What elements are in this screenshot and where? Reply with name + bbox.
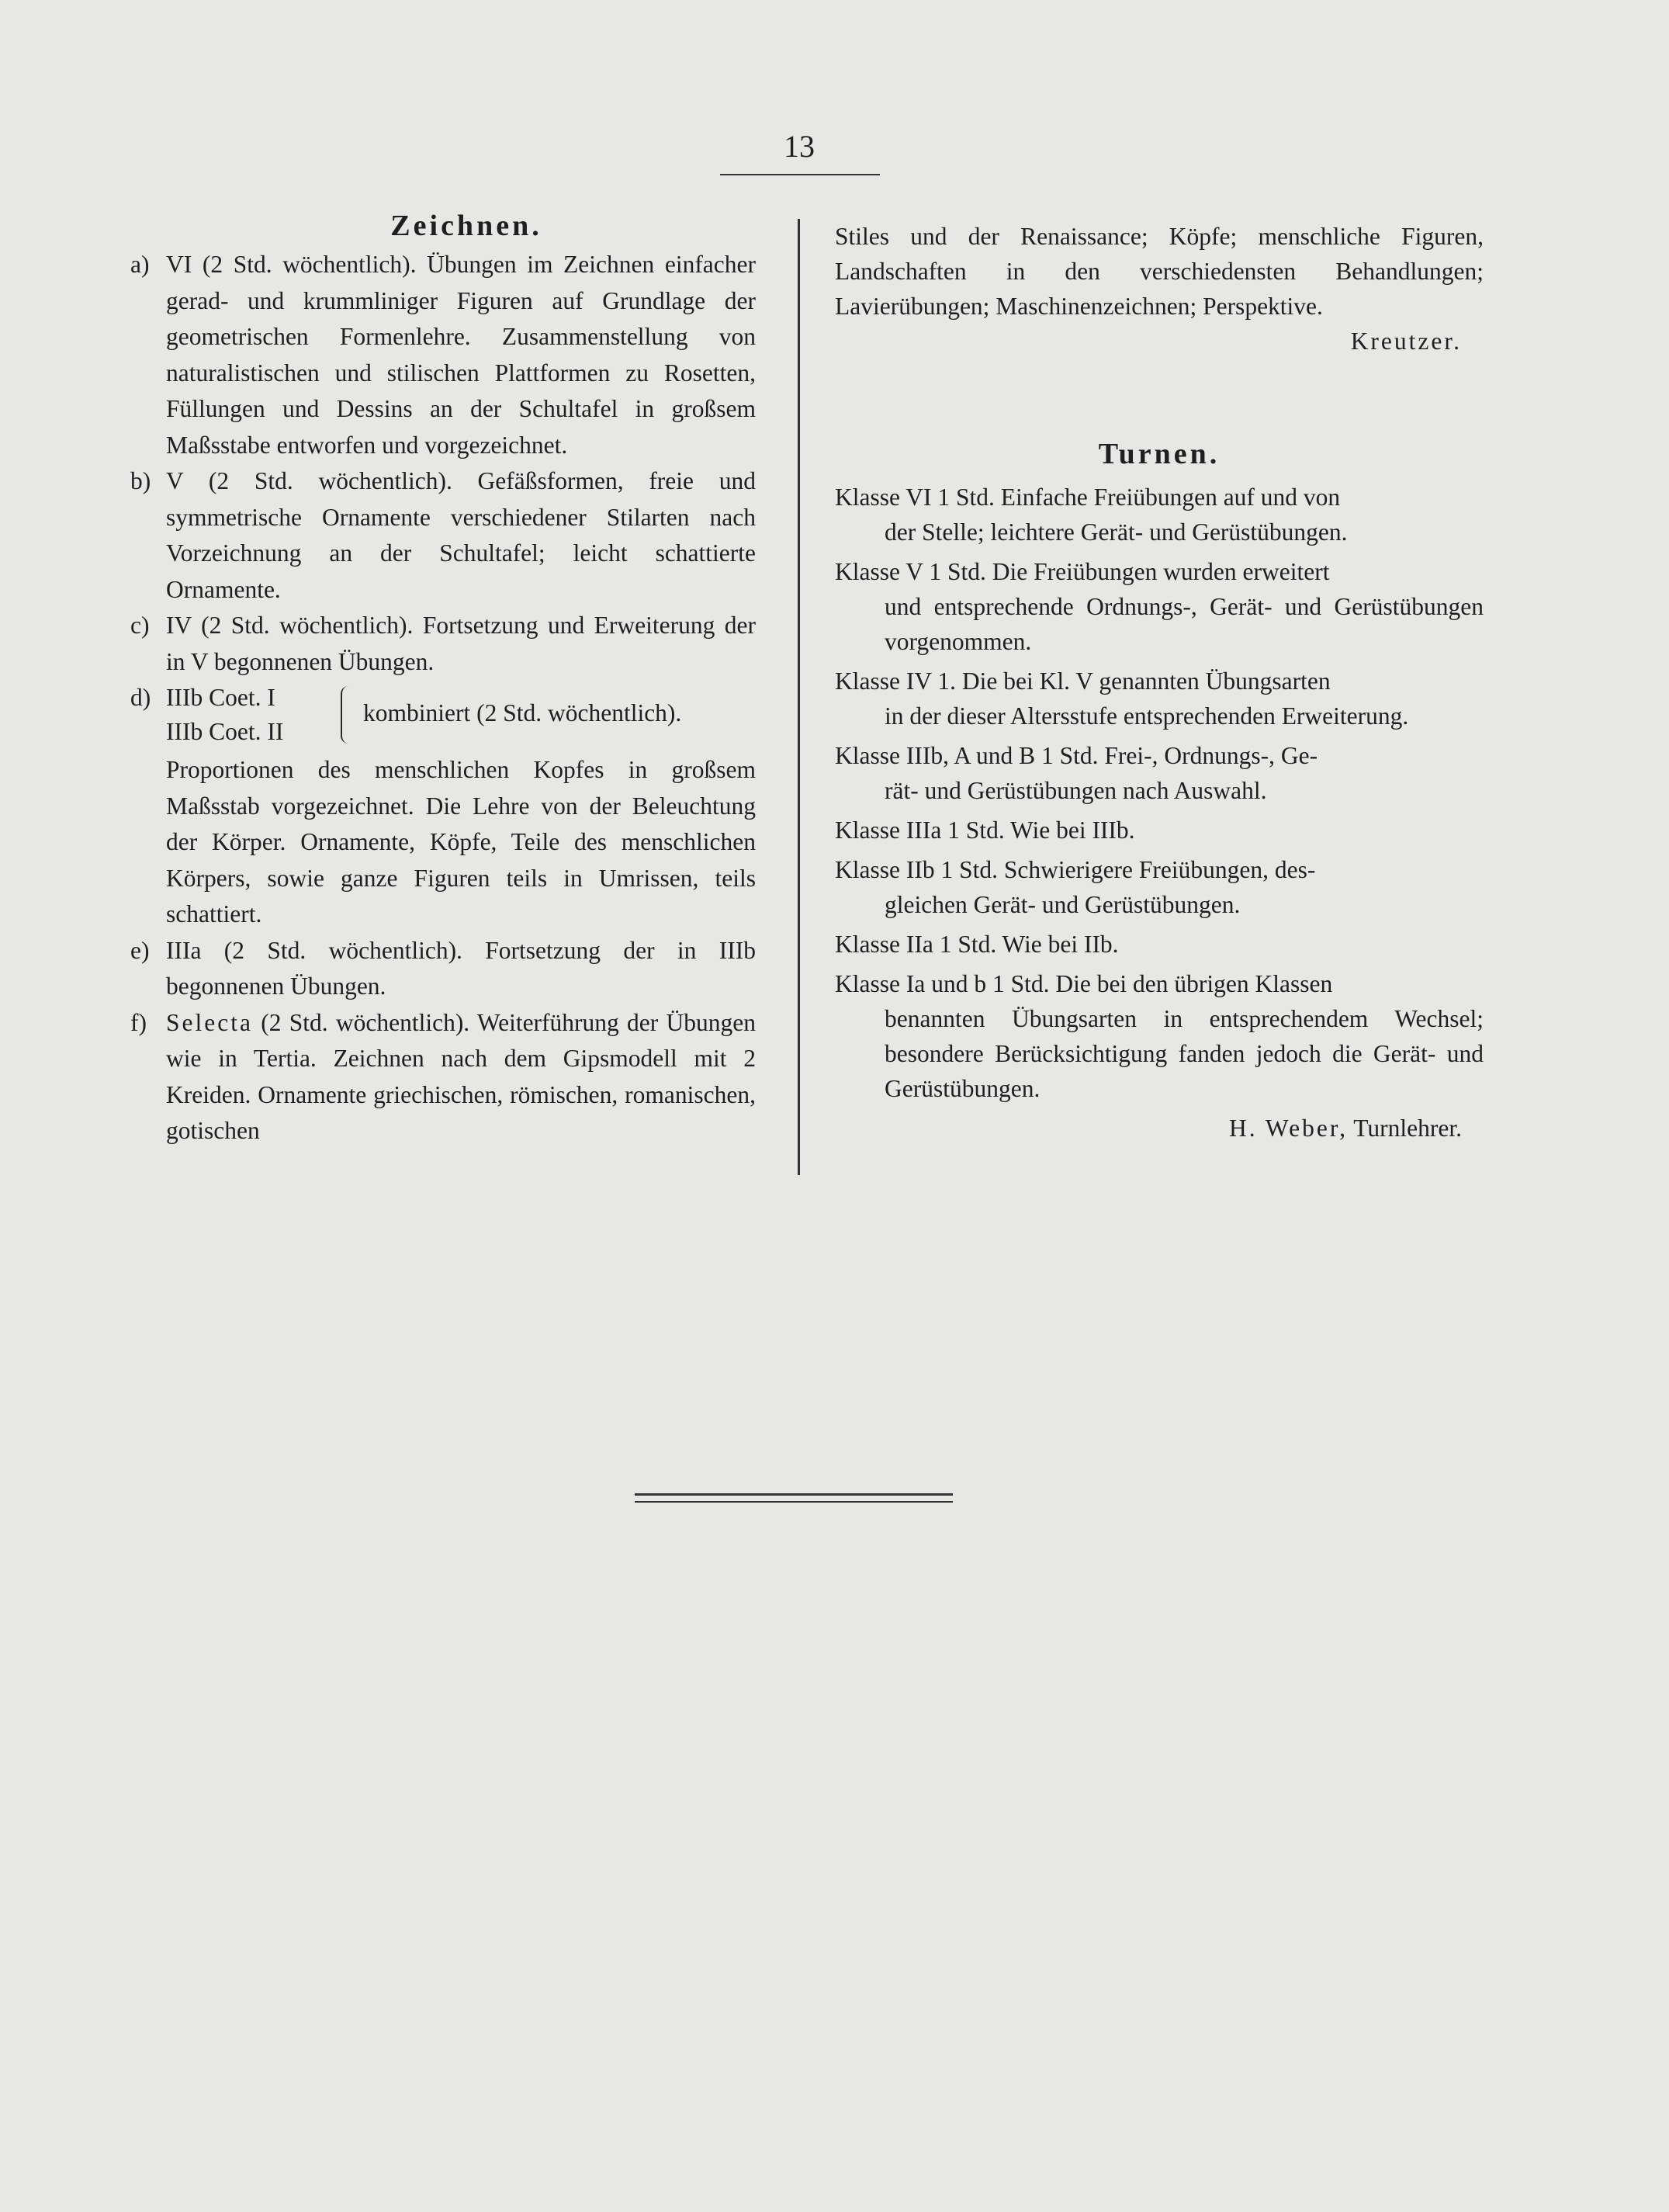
klasse-first-line: Klasse V 1 Std. Die Freiübungen wurden erweitert (835, 558, 1330, 585)
klasse-first-line: Klasse IIb 1 Std. Schwierigere Freiübungen, des- (835, 856, 1316, 883)
signature-role: Turnlehrer. (1353, 1115, 1462, 1142)
klasse-first-line: Klasse VI 1 Std. Einfache Freiübungen auf und von (835, 484, 1341, 511)
list-item-b (130, 463, 756, 608)
brace (341, 686, 353, 744)
list-item-klasse-vi (835, 480, 1484, 550)
list-item-klasse-ia-b (835, 966, 1484, 1106)
class-line-2: IIIb Coet. II (166, 718, 284, 745)
item-marker: c) (130, 612, 150, 639)
left-column (130, 208, 756, 1149)
selecta-text: (2 Std. wöchentlich). Weiterführung der Übungen wie in Tertia. Zeichnen nach dem Gipsmodell mit 2 Kreiden. Ornamente griechischen, römischen, romanischen, gotischen (166, 1008, 756, 1144)
continuation-block (835, 219, 1484, 359)
item-marker: a) (130, 251, 150, 278)
heading-zeichnen: Zeichnen. (390, 210, 542, 242)
klasse-rest: rät- und Gerüstübungen nach Auswahl. (885, 777, 1267, 804)
list-item-a (130, 247, 756, 463)
klasse-first-line: Klasse IIIa 1 Std. Wie bei IIIb. (835, 816, 1135, 844)
item-text: IIIa (2 Std. wöchentlich). Fortsetzung der in IIIb begonnenen Übungen. (166, 936, 756, 1000)
combined-note: kombiniert (2 Std. wöchentlich). (363, 699, 682, 726)
klasse-rest: gleichen Gerät- und Gerüstübungen. (885, 891, 1241, 918)
list-item-f (130, 1005, 756, 1149)
list-item-c (130, 608, 756, 680)
item-text: IV (2 Std. wöchentlich). Fortsetzung und Erweiterung der in V begonnenen Übungen. (166, 612, 756, 675)
selecta-label: Selecta (166, 1008, 253, 1036)
class-line-1: IIIb Coet. I (166, 684, 275, 711)
combined-classes (166, 680, 756, 752)
heading-turnen: Turnen. (1098, 438, 1221, 470)
item-text (166, 1005, 756, 1149)
end-rule-top (635, 1493, 953, 1496)
list-item-e (130, 933, 756, 1005)
signature-name: H. Weber, (1229, 1115, 1348, 1142)
klasse-rest: der Stelle; leichtere Gerät- und Gerüstübungen. (885, 518, 1348, 546)
page-number: 13 (784, 129, 815, 164)
klasse-first-line: Klasse IIIb, A und B 1 Std. Frei-, Ordnungs-, Ge- (835, 742, 1318, 769)
list-item-d (130, 680, 756, 933)
list-item-klasse-iiia (835, 813, 1484, 848)
item-text: VI (2 Std. wöchentlich). Übungen im Zeichnen einfacher gerad- und krummliniger Figuren auf Grundlage der geometrischen Formenlehre. Zusammenstellung von naturalistischen und stilischen Plattformen zu Rosetten, Füllungen und Dessins an der Schultafel in großsem Maßsstabe entworfen und vorgezeichnet. (166, 251, 756, 459)
column-divider (798, 219, 800, 1175)
item-marker: f) (130, 1008, 147, 1036)
klasse-first-line: Klasse IIa 1 Std. Wie bei IIb. (835, 931, 1119, 958)
continuation-text: Stiles und der Renaissance; Köpfe; menschliche Figuren, Landschaften in den verschiedensten Behandlungen; Lavierübungen; Maschinenzeichnen; Perspektive. (835, 223, 1484, 320)
item-text: V (2 Std. wöchentlich). Gefäßsformen, freie und symmetrische Ornamente verschiedener Stilarten nach Vorzeichnung an der Schultafel; leicht schattierte Ornamente. (166, 467, 756, 603)
item-marker: e) (130, 936, 150, 964)
list-item-klasse-iib (835, 852, 1484, 922)
item-text: Proportionen des menschlichen Kopfes in großsem Maßsstab vorgezeichnet. Die Lehre von der Beleuchtung der Körper. Ornamente, Köpfe, Teile des menschlichen Körpers, sowie ganze Figuren teils in Umrissen, teils schattiert. (166, 756, 756, 927)
turnen-signature (835, 1111, 1484, 1146)
klasse-rest: in der dieser Altersstufe entsprechenden Erweiterung. (885, 702, 1409, 730)
klasse-first-line: Klasse IV 1. Die bei Kl. V genannten Übungsarten (835, 667, 1331, 695)
klasse-first-line: Klasse Ia und b 1 Std. Die bei den übrigen Klassen (835, 970, 1333, 997)
item-marker: b) (130, 467, 151, 494)
klasse-rest: und entsprechende Ordnungs-, Gerät- und Gerüstübungen vorgenommen. (885, 593, 1484, 655)
list-item-klasse-iia (835, 927, 1484, 962)
item-marker: d) (130, 684, 151, 711)
continuation-signature: Kreutzer. (1350, 328, 1462, 355)
page-number-rule (720, 174, 880, 175)
right-column (835, 219, 1484, 1146)
end-rule-bottom (635, 1501, 953, 1503)
list-item-klasse-iv (835, 664, 1484, 733)
klasse-rest: benannten Übungsarten in entsprechendem Wechsel; besondere Berücksichtigung fanden jedoch die Gerät- und Gerüstübungen. (885, 1005, 1484, 1102)
list-item-klasse-v (835, 554, 1484, 659)
list-item-klasse-iiib (835, 738, 1484, 808)
